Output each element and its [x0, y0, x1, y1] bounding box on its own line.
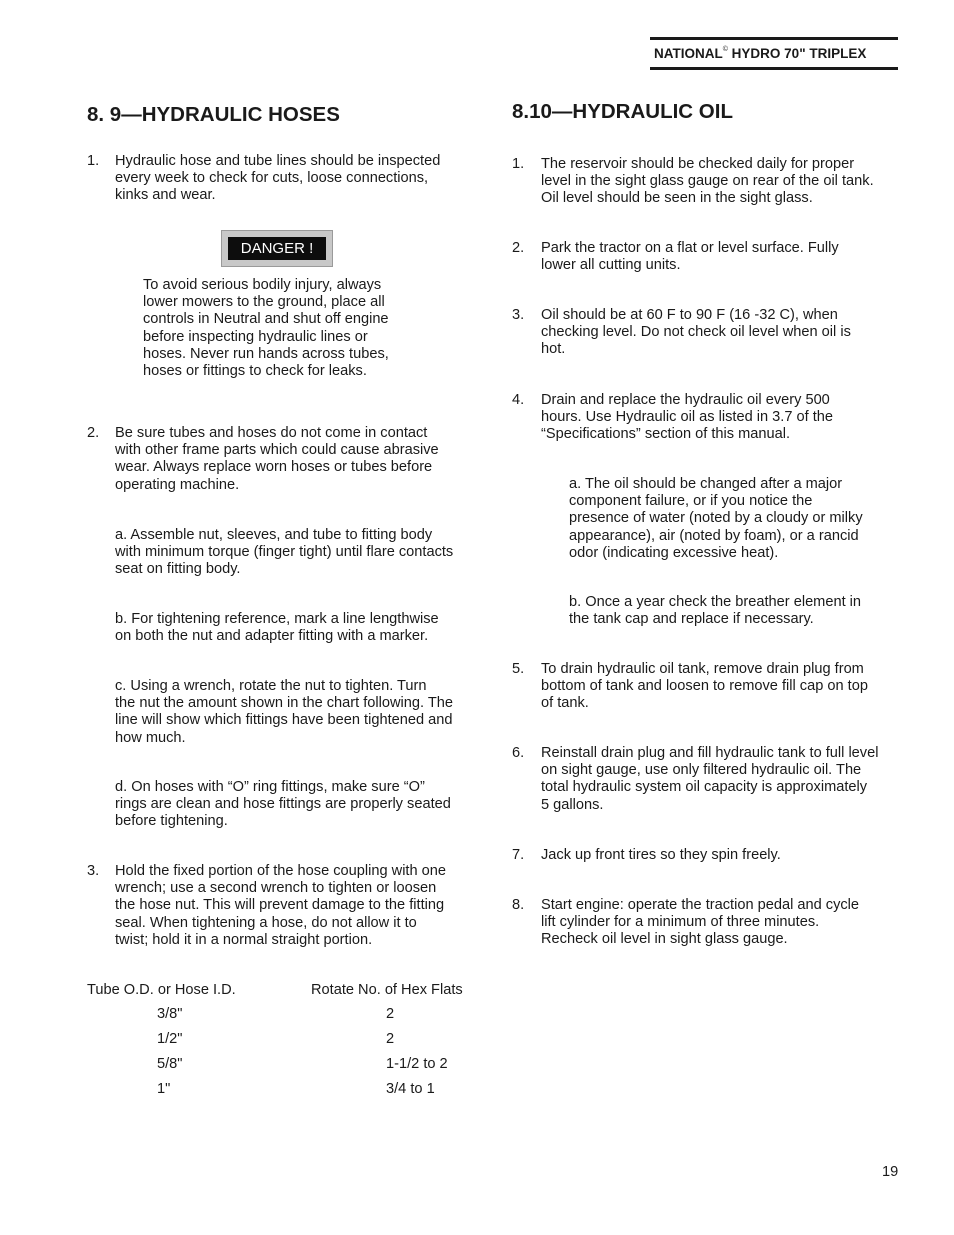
- section-heading-hydraulic-oil: 8.10—HYDRAULIC OIL: [512, 100, 733, 123]
- table-cell-flats: 1-1/2 to 2: [386, 1056, 448, 1072]
- list-number: 5.: [512, 661, 525, 677]
- header-model: HYDRO 70" TRIPLEX: [727, 46, 867, 61]
- table-cell-size: 5/8": [157, 1056, 183, 1072]
- list-number: 1.: [87, 153, 100, 169]
- list-item-text: Park the tractor on a flat or level surface. Fully lower all cutting units.: [541, 240, 839, 274]
- list-item-text: Jack up front tires so they spin freely.: [541, 847, 781, 863]
- danger-warning-text: To avoid serious bodily injury, always lower mowers to the ground, place all controls in Neutral and shut off engine before inspecting hydraulic lines or hoses. Never run hands across tubes, hoses or fittings to check for leaks.: [143, 277, 389, 380]
- registered-mark: ©: [722, 46, 728, 53]
- header-title: [654, 46, 866, 61]
- list-item-text: Be sure tubes and hoses do not come in contact with other frame parts which could cause abrasive wear. Always replace worn hoses or tubes before operating machine.: [115, 425, 439, 493]
- list-item-text: The reservoir should be checked daily for proper level in the sight glass gauge on rear of the oil tank. Oil level should be seen in the sight glass.: [541, 156, 874, 207]
- table-cell-flats: 2: [386, 1031, 395, 1047]
- sub-item-text: c. Using a wrench, rotate the nut to tighten. Turn the nut the amount shown in the chart following. The line will show which fittings have been tightened and how much.: [115, 678, 454, 746]
- list-number: 8.: [512, 897, 525, 913]
- table-cell-size: 1": [157, 1081, 171, 1097]
- list-item-text: Oil should be at 60 F to 90 F (16 -32 C), when checking level. Do not check oil level when oil is hot.: [541, 307, 851, 358]
- table-cell-size: 3/8": [157, 1006, 183, 1022]
- table-cell-flats: 2: [386, 1006, 395, 1022]
- table-header-hex-flats: Rotate No. of Hex Flats: [311, 982, 463, 998]
- section-heading-hydraulic-hoses: 8. 9—HYDRAULIC HOSES: [87, 103, 340, 126]
- danger-badge: [221, 230, 333, 267]
- list-number: 1.: [512, 156, 525, 172]
- list-number: 6.: [512, 745, 525, 761]
- list-number: 4.: [512, 392, 525, 408]
- list-item-text: Drain and replace the hydraulic oil every 500 hours. Use Hydraulic oil as listed in 3.7 of the “Specifications” section of this manual.: [541, 392, 834, 443]
- sub-item-text: a. The oil should be changed after a major component failure, or if you notice the presence of water (noted by a cloudy or milky appearance), air (noted by foam), or a rancid odor (indicating excessive heat).: [569, 476, 863, 561]
- sub-item-text: b. Once a year check the breather element in the tank cap and replace if necessary.: [569, 594, 862, 628]
- page-number: 19: [882, 1164, 899, 1180]
- sub-item-text: b. For tightening reference, mark a line lengthwise on both the nut and adapter fitting with a marker.: [115, 611, 439, 645]
- header-brand: NATIONAL: [654, 46, 723, 61]
- list-item-text: Hydraulic hose and tube lines should be inspected every week to check for cuts, loose connections, kinks and wear.: [115, 153, 441, 204]
- list-number: 3.: [87, 863, 100, 879]
- list-number: 7.: [512, 847, 525, 863]
- running-header: [650, 37, 898, 70]
- list-number: 2.: [512, 240, 525, 256]
- sub-item-text: a. Assemble nut, sleeves, and tube to fitting body with minimum torque (finger tight) until flare contacts seat on fitting body.: [115, 527, 454, 578]
- sub-item-text: d. On hoses with “O” ring fittings, make sure “O” rings are clean and hose fittings are properly seated before tightening.: [115, 779, 451, 830]
- table-cell-size: 1/2": [157, 1031, 183, 1047]
- table-header-tube-size: Tube O.D. or Hose I.D.: [87, 982, 236, 998]
- list-item-text: Start engine: operate the traction pedal and cycle lift cylinder for a minimum of three minutes. Recheck oil level in sight glass gauge.: [541, 897, 860, 948]
- danger-label: DANGER !: [228, 237, 326, 260]
- list-number: 2.: [87, 425, 100, 441]
- list-item-text: To drain hydraulic oil tank, remove drain plug from bottom of tank and loosen to remove fill cap on top of tank.: [541, 661, 868, 712]
- table-cell-flats: 3/4 to 1: [386, 1081, 435, 1097]
- list-item-text: Hold the fixed portion of the hose coupling with one wrench; use a second wrench to tighten or loosen the hose nut. This will prevent damage to the fitting seal. When tightening a hose, do not allow it to twist; hold it in a normal straight portion.: [115, 863, 447, 948]
- list-item-text: Reinstall drain plug and fill hydraulic tank to full level on sight gauge, use only filtered hydraulic oil. The total hydraulic system oil capacity is approximately 5 gallons.: [541, 745, 879, 813]
- list-number: 3.: [512, 307, 525, 323]
